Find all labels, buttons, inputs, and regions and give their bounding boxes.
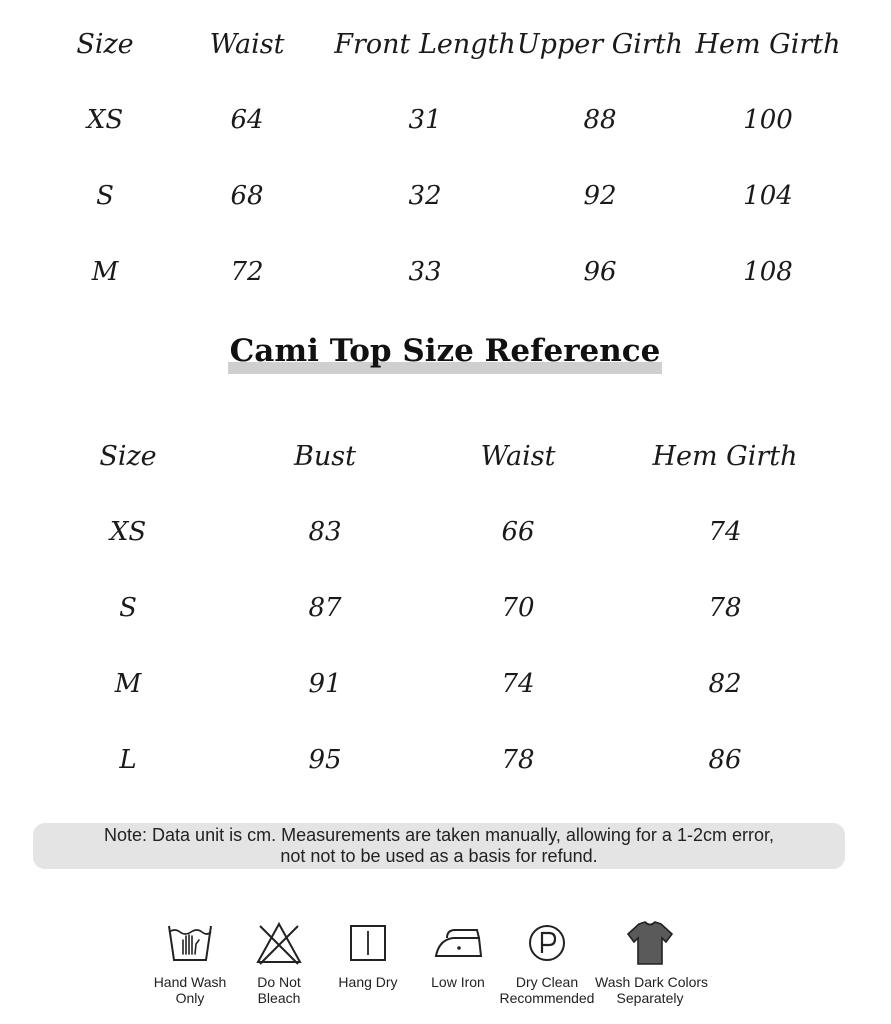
care-label-line: Low Iron	[431, 974, 485, 990]
table-cell: L	[119, 745, 137, 775]
table-cell: 92	[583, 181, 617, 211]
header-cell: Hem Girth	[652, 441, 798, 472]
table-cell: 66	[501, 517, 535, 547]
table-header-row	[0, 25, 891, 65]
table-cell: S	[119, 593, 137, 623]
hand-wash-icon	[165, 918, 215, 968]
table-cell: S	[96, 181, 114, 211]
table-row	[0, 740, 891, 780]
table-row	[0, 664, 891, 704]
table-cell: 74	[708, 517, 742, 547]
table-row	[0, 100, 891, 140]
table-row	[0, 176, 891, 216]
wash-dark-colors-icon	[625, 918, 675, 968]
header-cell: Upper Girth	[516, 29, 684, 60]
table-cell: 96	[583, 257, 617, 287]
hang-dry-icon	[343, 918, 393, 968]
table-cell: 64	[230, 105, 264, 135]
table-cell: 33	[408, 257, 442, 287]
table-row	[0, 512, 891, 552]
section-title-text: Cami Top Size Reference	[229, 333, 661, 369]
table-cell: 88	[583, 105, 617, 135]
care-instructions	[0, 918, 891, 1018]
table-cell: XS	[86, 105, 124, 135]
table-cell: 91	[308, 669, 342, 699]
table-row	[0, 588, 891, 628]
care-label-line: Bleach	[257, 990, 301, 1006]
table-cell: 83	[308, 517, 342, 547]
do-not-bleach-icon	[254, 918, 304, 968]
care-label-line: Separately	[616, 990, 684, 1006]
table-cell: 70	[501, 593, 535, 623]
note-line: Note: Data unit is cm. Measurements are taken manually, allowing for a 1-2cm error,	[104, 825, 774, 845]
dry-clean-icon	[522, 918, 572, 968]
table-cell: 82	[708, 669, 742, 699]
header-cell: Waist	[209, 29, 285, 60]
table-cell: 86	[708, 745, 742, 775]
header-cell: Waist	[480, 441, 556, 472]
table-cell: 104	[743, 181, 793, 211]
table-cell: 95	[308, 745, 342, 775]
table-cell: 32	[408, 181, 442, 211]
header-cell: Hem Girth	[695, 29, 841, 60]
care-label-line: Hang Dry	[338, 974, 398, 990]
care-label-line: Only	[175, 990, 205, 1006]
low-iron-icon	[433, 918, 483, 968]
header-cell: Size	[76, 29, 134, 60]
measurement-note	[33, 823, 845, 869]
table-cell: XS	[109, 517, 147, 547]
care-label-line: Dry Clean	[515, 974, 579, 990]
table-cell: 100	[743, 105, 793, 135]
care-label-line: Hand Wash	[153, 974, 227, 990]
table-cell: M	[114, 669, 142, 699]
table-header-row	[0, 437, 891, 477]
table-cell: 87	[308, 593, 342, 623]
care-label-line: Wash Dark Colors	[595, 974, 709, 990]
table-cell: 78	[708, 593, 742, 623]
care-label-line: Recommended	[499, 990, 595, 1006]
table-cell: 68	[230, 181, 264, 211]
table-cell: 78	[501, 745, 535, 775]
table-cell: M	[91, 257, 119, 287]
header-cell: Front Length	[334, 29, 516, 60]
table-cell: 74	[501, 669, 535, 699]
care-item-wash-dark-colors	[595, 918, 709, 1006]
table-cell: 72	[230, 257, 264, 287]
table-row	[0, 252, 891, 292]
header-cell: Bust	[294, 441, 356, 472]
care-item-dry-clean	[492, 918, 602, 1006]
note-line: not not to be used as a basis for refund.	[280, 846, 598, 866]
table-cell: 108	[743, 257, 793, 287]
header-cell: Size	[99, 441, 157, 472]
table-cell: 31	[408, 105, 442, 135]
section-title	[228, 330, 662, 374]
care-label-line: Do Not	[257, 974, 301, 990]
